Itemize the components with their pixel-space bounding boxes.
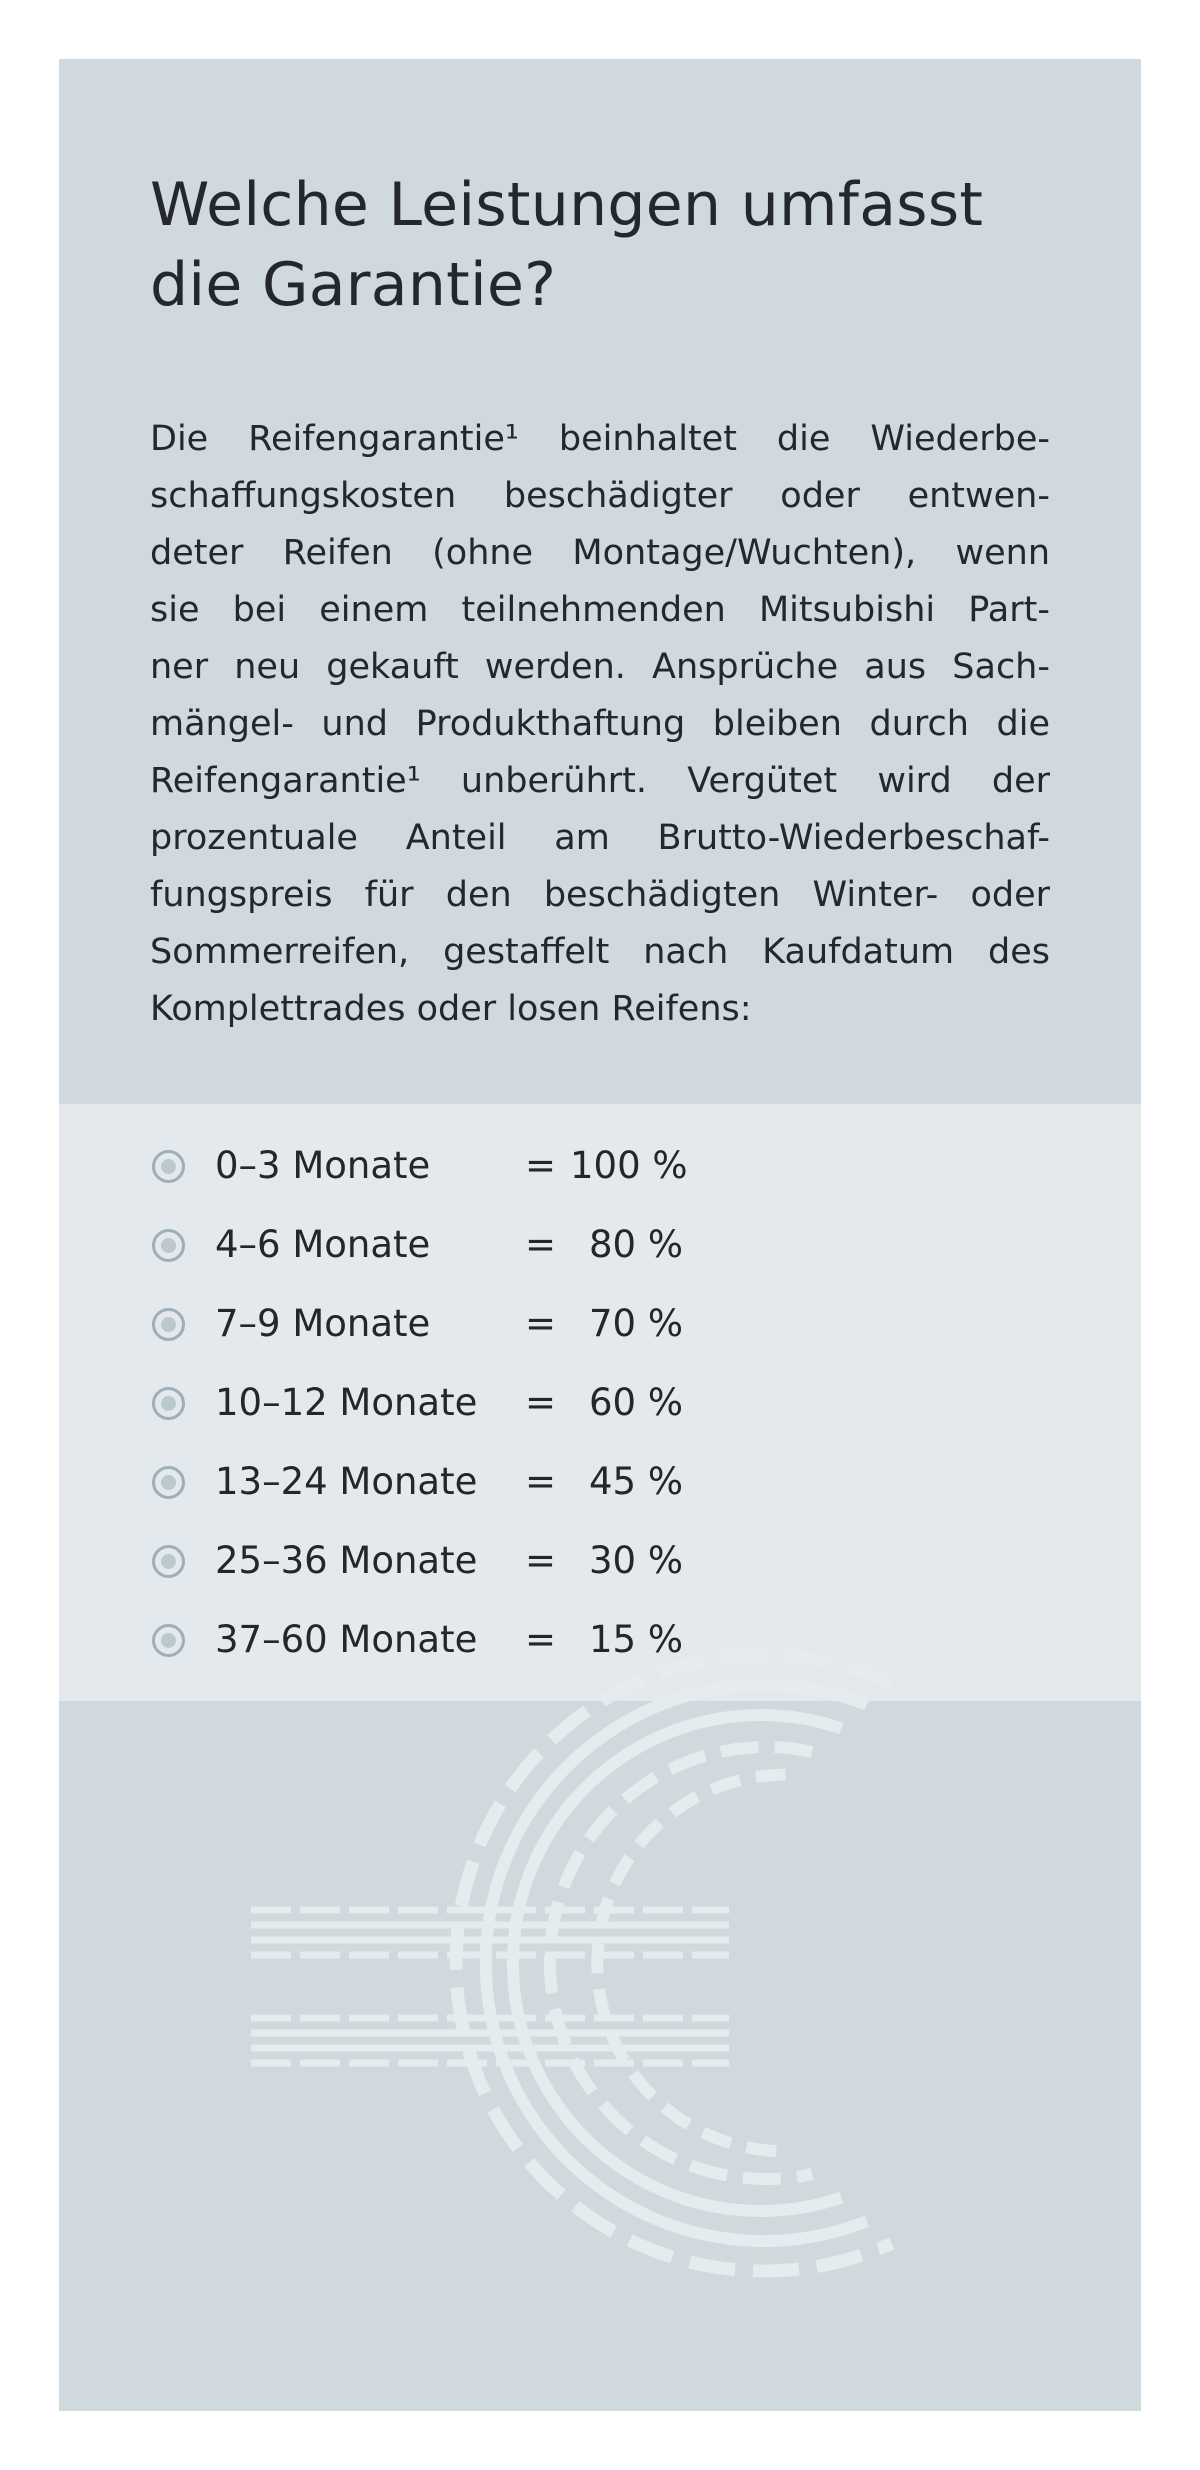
list-item (150, 1533, 850, 1612)
ring-bullet-icon (152, 1387, 185, 1420)
intro-line: ner neu gekauft werden. Ansprüche aus Sach- (150, 647, 1050, 687)
intro-line: fungspreis für den beschädigten Winter- oder (150, 875, 1050, 915)
tier-range: 7–9 Monate (215, 1302, 431, 1345)
intro-line: Komplettrades oder losen Reifens: (150, 989, 752, 1029)
list-item (150, 1296, 850, 1375)
intro-line: prozentuale Anteil am Brutto-Wiederbeschaf- (150, 818, 1050, 858)
ring-bullet-icon (152, 1308, 185, 1341)
guarantee-info-panel (59, 59, 1141, 2411)
ring-bullet-icon (152, 1624, 185, 1657)
tier-range: 10–12 Monate (215, 1381, 478, 1424)
list-item (150, 1217, 850, 1296)
tier-percentage: 15 % (589, 1618, 683, 1661)
ring-bullet-icon (152, 1545, 185, 1578)
list-item (150, 1454, 850, 1533)
ring-bullet-icon (152, 1229, 185, 1262)
page-title-line-1: Welche Leistungen umfasst (150, 170, 984, 240)
tier-equals: = (525, 1618, 557, 1661)
ring-bullet-icon (152, 1466, 185, 1499)
page-title-line-2: die Garantie? (150, 250, 557, 320)
intro-line: Die Reifengarantie¹ beinhaltet die Wiederbe- (150, 419, 1050, 459)
tier-range: 37–60 Monate (215, 1618, 478, 1661)
intro-line: Sommerreifen, gestaffelt nach Kaufdatum des (150, 932, 1050, 972)
list-item (150, 1375, 850, 1454)
list-item (150, 1612, 850, 1691)
list-item (150, 1138, 850, 1217)
tier-percentage: 45 % (589, 1460, 683, 1503)
tier-range: 0–3 Monate (215, 1144, 431, 1187)
tier-equals: = (525, 1144, 557, 1187)
tier-range: 25–36 Monate (215, 1539, 478, 1582)
intro-line: mängel- und Produkthaftung bleiben durch die (150, 704, 1050, 744)
tier-range: 13–24 Monate (215, 1460, 478, 1503)
intro-line: schaffungskosten beschädigter oder entwen- (150, 476, 1050, 516)
tier-equals: = (525, 1381, 557, 1424)
ring-bullet-icon (152, 1150, 185, 1183)
tier-percentage: 80 % (589, 1223, 683, 1266)
intro-line: Reifengarantie¹ unberührt. Vergütet wird der (150, 761, 1050, 801)
tier-range: 4–6 Monate (215, 1223, 431, 1266)
intro-line: deter Reifen (ohne Montage/Wuchten), wenn (150, 533, 1050, 573)
intro-line: sie bei einem teilnehmenden Mitsubishi Part- (150, 590, 1050, 630)
tier-percentage: 30 % (589, 1539, 683, 1582)
tier-equals: = (525, 1223, 557, 1266)
tier-equals: = (525, 1302, 557, 1345)
tier-list (150, 1138, 850, 1691)
tier-percentage: 100 % (570, 1144, 688, 1187)
tier-percentage: 60 % (589, 1381, 683, 1424)
tier-percentage: 70 % (589, 1302, 683, 1345)
tier-equals: = (525, 1460, 557, 1503)
tier-equals: = (525, 1539, 557, 1582)
